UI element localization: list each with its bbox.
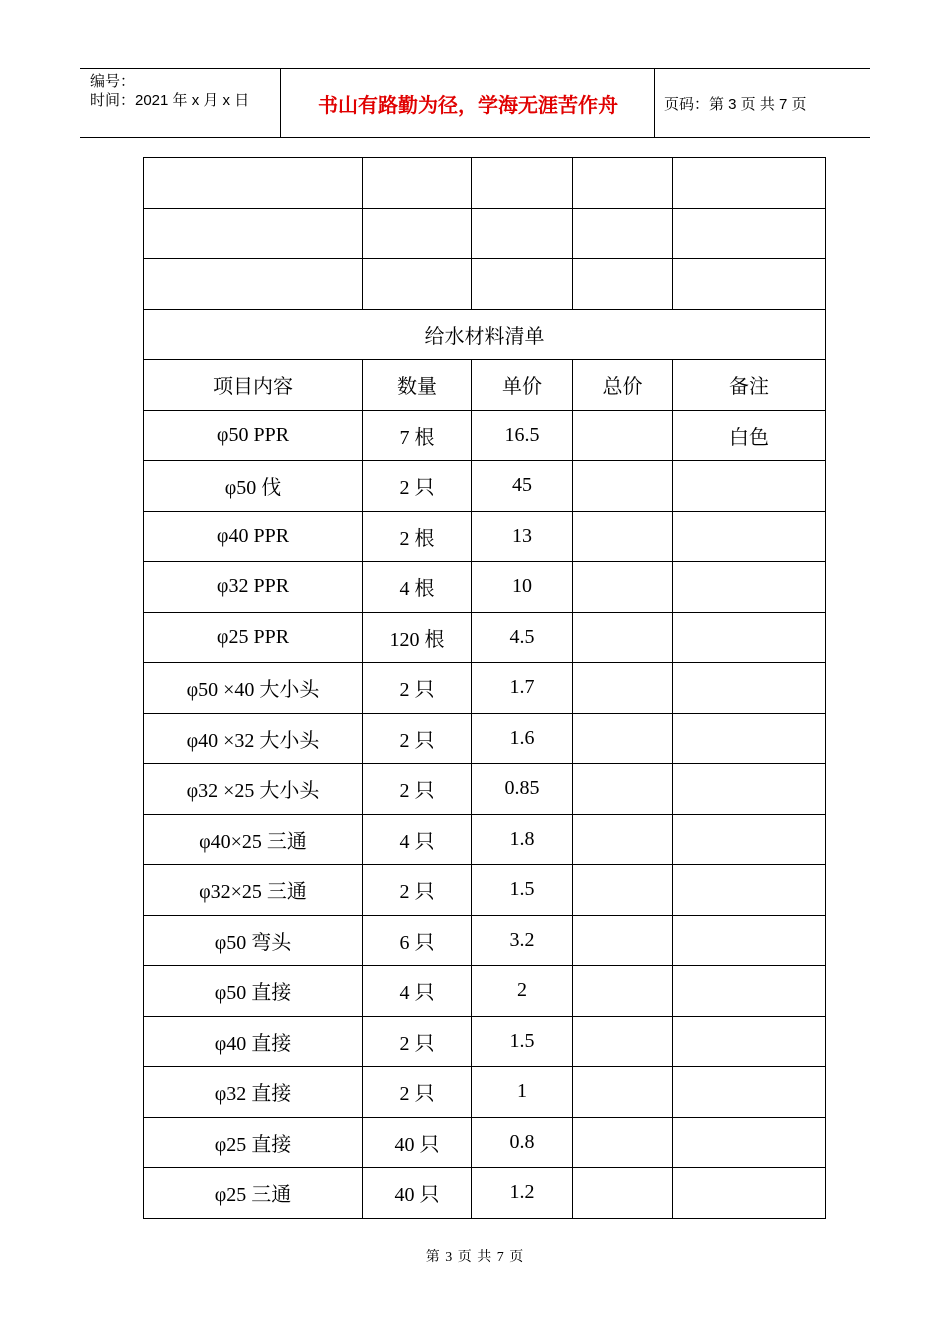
unit-price-cell: 1.5 <box>472 1016 573 1067</box>
document-number-label: 编号： <box>90 73 136 90</box>
table-header-row <box>144 360 826 411</box>
table-row <box>144 713 826 764</box>
item-cell: φ40 ×32 大小头 <box>144 713 363 764</box>
quantity-cell: 2 只 <box>363 764 472 815</box>
table-row <box>144 1016 826 1067</box>
quantity-cell: 4 只 <box>363 966 472 1017</box>
total-price-cell <box>573 764 673 815</box>
total-price-cell <box>573 1067 673 1118</box>
table-title: 给水材料清单 <box>144 309 826 360</box>
remark-cell: 白色 <box>673 410 826 461</box>
unit-price-cell: 1.8 <box>472 814 573 865</box>
column-header-unit-price: 单价 <box>472 360 573 411</box>
remark-cell <box>673 562 826 613</box>
total-price-cell <box>573 814 673 865</box>
column-header-item: 项目内容 <box>144 360 363 411</box>
total-price-cell <box>573 1117 673 1168</box>
table-row <box>144 966 826 1017</box>
table-cell <box>363 259 472 310</box>
table-cell <box>363 158 472 209</box>
header-page-info: 页码：第 3 页 共 7 页 <box>664 95 807 113</box>
unit-price-cell: 0.85 <box>472 764 573 815</box>
total-price-cell <box>573 612 673 663</box>
item-cell: φ50 直接 <box>144 966 363 1017</box>
remark-cell <box>673 511 826 562</box>
item-cell: φ50 伐 <box>144 461 363 512</box>
column-header-total-price: 总价 <box>573 360 673 411</box>
table-row <box>144 1117 826 1168</box>
column-header-remark: 备注 <box>673 360 826 411</box>
unit-price-cell: 2 <box>472 966 573 1017</box>
table-cell <box>673 208 826 259</box>
table-cell <box>573 259 673 310</box>
remark-cell <box>673 1168 826 1219</box>
table-cell <box>144 259 363 310</box>
total-price-cell <box>573 562 673 613</box>
total-price-cell <box>573 663 673 714</box>
quantity-cell: 2 只 <box>363 865 472 916</box>
table-cell <box>363 208 472 259</box>
quantity-cell: 6 只 <box>363 915 472 966</box>
unit-price-cell: 1 <box>472 1067 573 1118</box>
unit-price-cell: 10 <box>472 562 573 613</box>
page-header <box>80 68 870 138</box>
item-cell: φ50 ×40 大小头 <box>144 663 363 714</box>
total-price-cell <box>573 865 673 916</box>
item-cell: φ40 直接 <box>144 1016 363 1067</box>
remark-cell <box>673 713 826 764</box>
table-cell <box>673 158 826 209</box>
empty-row <box>144 259 826 310</box>
item-cell: φ32 PPR <box>144 562 363 613</box>
unit-price-cell: 3.2 <box>472 915 573 966</box>
document-date: 时间：2021 年 x 月 x 日 <box>90 92 250 109</box>
unit-price-cell: 1.2 <box>472 1168 573 1219</box>
empty-row <box>144 208 826 259</box>
remark-cell <box>673 1117 826 1168</box>
unit-price-cell: 0.8 <box>472 1117 573 1168</box>
header-meta <box>80 69 281 137</box>
unit-price-cell: 45 <box>472 461 573 512</box>
quantity-cell: 4 只 <box>363 814 472 865</box>
total-price-cell <box>573 1168 673 1219</box>
quantity-cell: 120 根 <box>363 612 472 663</box>
remark-cell <box>673 764 826 815</box>
total-price-cell <box>573 511 673 562</box>
table-row <box>144 562 826 613</box>
quantity-cell: 2 只 <box>363 713 472 764</box>
table-cell <box>472 259 573 310</box>
table-cell <box>573 208 673 259</box>
unit-price-cell: 16.5 <box>472 410 573 461</box>
materials-table <box>143 157 826 1219</box>
quantity-cell: 2 只 <box>363 1067 472 1118</box>
remark-cell <box>673 1016 826 1067</box>
item-cell: φ32 ×25 大小头 <box>144 764 363 815</box>
quantity-cell: 2 根 <box>363 511 472 562</box>
remark-cell <box>673 461 826 512</box>
item-cell: φ40×25 三通 <box>144 814 363 865</box>
table-row <box>144 814 826 865</box>
table-cell <box>472 208 573 259</box>
unit-price-cell: 13 <box>472 511 573 562</box>
total-price-cell <box>573 461 673 512</box>
table-row <box>144 865 826 916</box>
quantity-cell: 2 只 <box>363 663 472 714</box>
table-row <box>144 1067 826 1118</box>
quantity-cell: 2 只 <box>363 461 472 512</box>
quantity-cell: 40 只 <box>363 1168 472 1219</box>
item-cell: φ25 直接 <box>144 1117 363 1168</box>
total-price-cell <box>573 966 673 1017</box>
remark-cell <box>673 663 826 714</box>
table-title-row <box>144 309 826 360</box>
quantity-cell: 40 只 <box>363 1117 472 1168</box>
table-row <box>144 764 826 815</box>
table-row <box>144 511 826 562</box>
remark-cell <box>673 612 826 663</box>
table-row <box>144 461 826 512</box>
table-cell <box>472 158 573 209</box>
table-row <box>144 1168 826 1219</box>
page-footer: 第 3 页 共 7 页 <box>425 1250 525 1265</box>
item-cell: φ32 直接 <box>144 1067 363 1118</box>
unit-price-cell: 1.7 <box>472 663 573 714</box>
unit-price-cell: 1.6 <box>472 713 573 764</box>
remark-cell <box>673 1067 826 1118</box>
header-slogan: 书山有路勤为径，学海无涯苦作舟 <box>282 69 655 137</box>
table-row <box>144 612 826 663</box>
quantity-cell: 7 根 <box>363 410 472 461</box>
remark-cell <box>673 865 826 916</box>
table-cell <box>673 259 826 310</box>
item-cell: φ40 PPR <box>144 511 363 562</box>
table-cell <box>144 208 363 259</box>
remark-cell <box>673 915 826 966</box>
item-cell: φ32×25 三通 <box>144 865 363 916</box>
total-price-cell <box>573 915 673 966</box>
item-cell: φ25 PPR <box>144 612 363 663</box>
unit-price-cell: 1.5 <box>472 865 573 916</box>
remark-cell <box>673 966 826 1017</box>
table-row <box>144 663 826 714</box>
remark-cell <box>673 814 826 865</box>
empty-row <box>144 158 826 209</box>
table-cell <box>144 158 363 209</box>
item-cell: φ50 PPR <box>144 410 363 461</box>
table-row <box>144 410 826 461</box>
item-cell: φ50 弯头 <box>144 915 363 966</box>
quantity-cell: 2 只 <box>363 1016 472 1067</box>
total-price-cell <box>573 713 673 764</box>
table-row <box>144 915 826 966</box>
quantity-cell: 4 根 <box>363 562 472 613</box>
total-price-cell <box>573 410 673 461</box>
table-cell <box>573 158 673 209</box>
item-cell: φ25 三通 <box>144 1168 363 1219</box>
unit-price-cell: 4.5 <box>472 612 573 663</box>
total-price-cell <box>573 1016 673 1067</box>
column-header-quantity: 数量 <box>363 360 472 411</box>
